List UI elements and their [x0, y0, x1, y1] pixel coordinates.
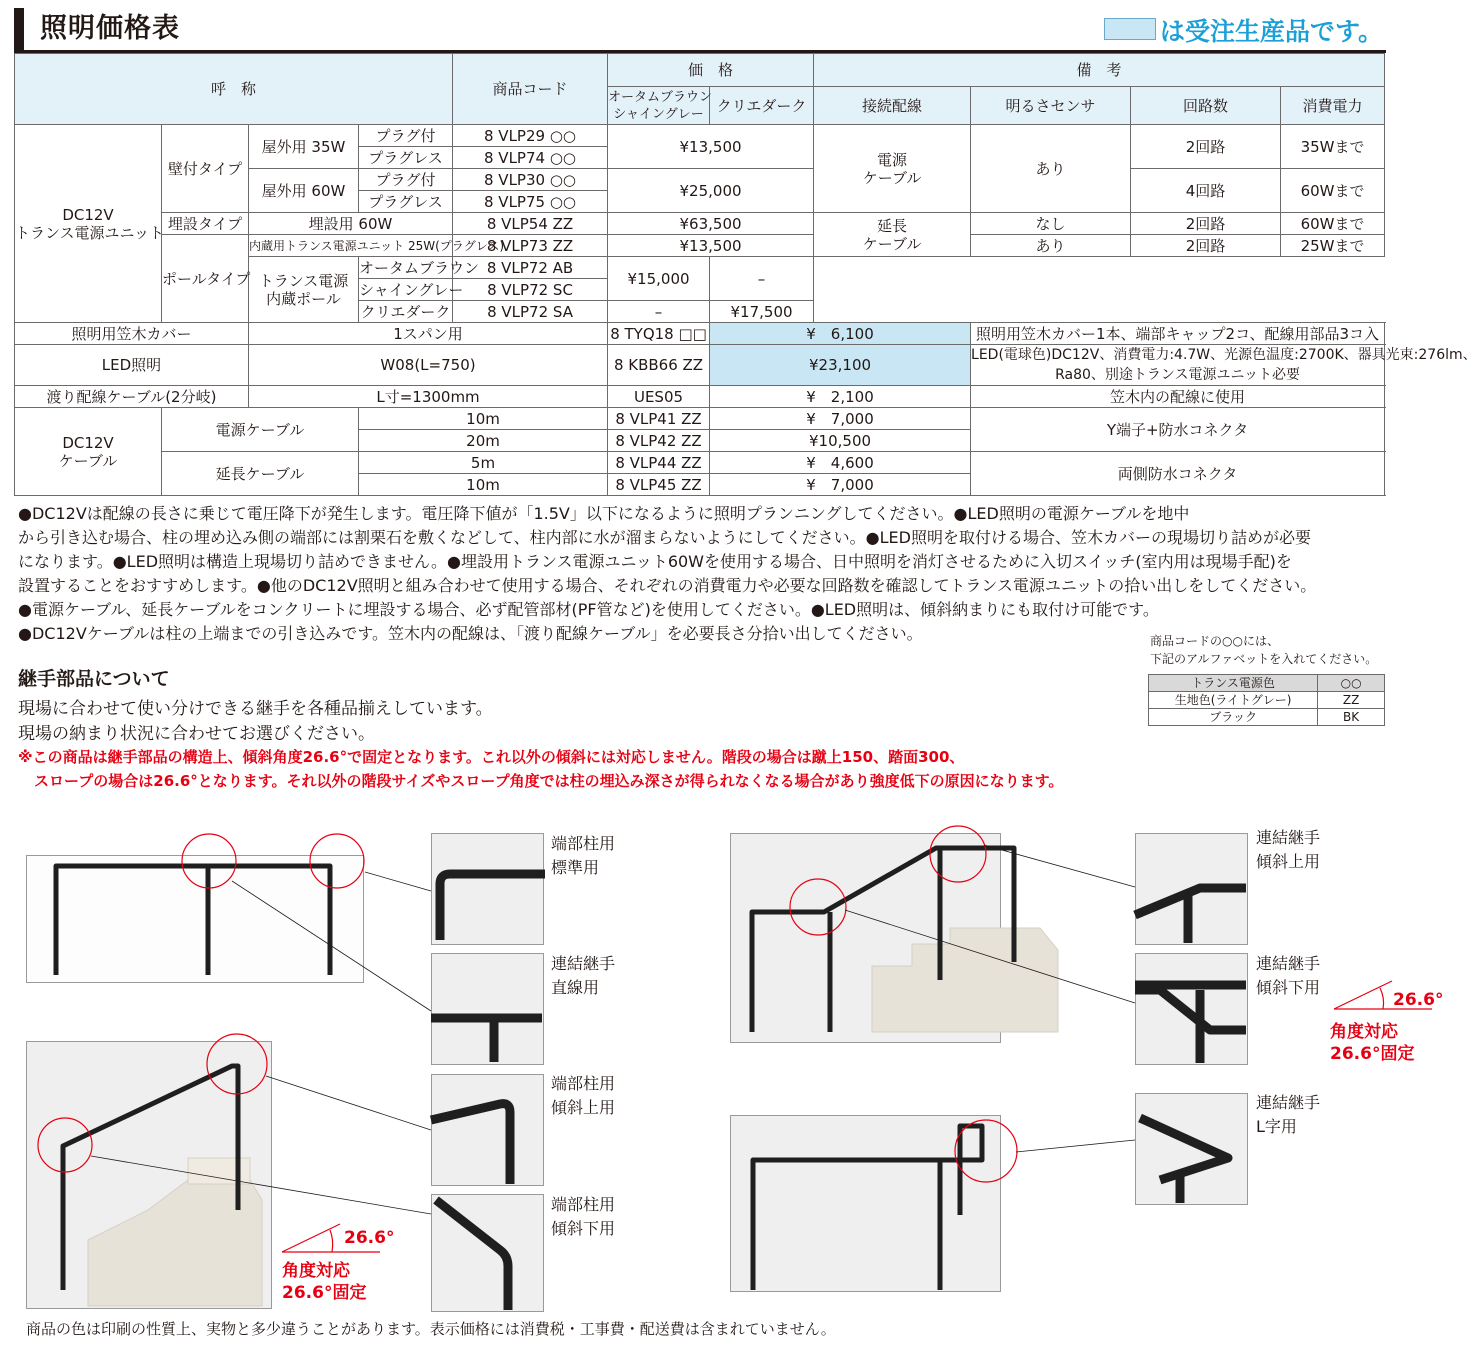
label-end-up-l1: 端部柱用: [551, 1074, 616, 1093]
pole-sub-l2: 内蔵ポール: [266, 289, 341, 308]
dc12v-unit-l2: トランス電源ユニット: [15, 223, 164, 242]
label-end-down-l2: 傾斜下用: [551, 1219, 616, 1238]
label-joint-up-l2: 傾斜上用: [1256, 852, 1321, 871]
label-end-down-l1: 端部柱用: [551, 1195, 616, 1214]
code-7: 8 VLP72 AB: [453, 257, 608, 279]
color-head-1: ○○: [1318, 675, 1385, 692]
cable-len-2: 20m: [359, 430, 608, 452]
builtin: 内蔵用トランス電源ユニット 25W(プラグレス): [249, 235, 453, 257]
label-end-std: [551, 832, 615, 880]
sensor-yes: あり: [971, 125, 1131, 213]
label-end-down: [551, 1193, 615, 1241]
circuits-2b: 2回路: [1131, 213, 1281, 235]
price-54: ¥63,500: [608, 213, 814, 235]
label-end-std-l2: 標準用: [551, 858, 600, 877]
buried60: 埋設用 60W: [249, 213, 453, 235]
head-circuits: 回路数: [1131, 87, 1281, 125]
label-joint-down: [1256, 952, 1320, 1000]
head-code: 商品コード: [453, 54, 608, 125]
angle-label-left-l2: 26.6°固定: [282, 1283, 367, 1303]
label-joint-down-l2: 傾斜下用: [1256, 978, 1321, 997]
head-name: 呼 称: [15, 54, 453, 125]
color-row-1-code: BK: [1318, 709, 1385, 726]
code-note-l2: 下記のアルファベットを入れてください。: [1150, 652, 1378, 666]
sensor-yes2: あり: [971, 235, 1131, 257]
price-pole-na2: –: [608, 301, 710, 323]
outdoor35: 屋外用 35W: [249, 125, 359, 169]
wiring-power-l2: ケーブル: [862, 168, 922, 187]
sensor-no: なし: [971, 213, 1131, 235]
color-row-0-code: ZZ: [1318, 692, 1385, 709]
color-row-0-name: 生地色(ライトグレー): [1149, 692, 1318, 709]
angle-deg-right: 26.6°: [1393, 990, 1444, 1010]
power-25: 25Wまで: [1281, 235, 1385, 257]
plugless-1: プラグレス: [359, 147, 453, 169]
led-price: ¥23,100: [710, 345, 971, 386]
note-line: から引き込む場合、柱の埋め込み側の端部には割栗石を敷くなどして、柱内部に水が溜まらないようにしてください。●LED照明を取付ける場合、笠木カバーの現場切り詰めが必要: [18, 528, 1311, 547]
plugless-2: プラグレス: [359, 191, 453, 213]
code-3: 8 VLP30 ○○: [453, 169, 608, 191]
watari-spec: L寸=1300mm: [249, 386, 608, 408]
cable-len-4: 10m: [359, 474, 608, 496]
watari-code: UES05: [608, 386, 710, 408]
circuits-4: 4回路: [1131, 169, 1281, 213]
cable-remark-ext: 両側防水コネクタ: [971, 452, 1385, 496]
note-line: ●DC12Vは配線の長さに乗じて電圧降下が発生します。電圧降下値が「1.5V」以下になるように照明プランニングしてください。●LED照明の電源ケーブルを地中: [18, 504, 1190, 523]
price-pole-clear: ¥17,500: [710, 301, 814, 323]
label-joint-straight-l1: 連結継手: [551, 954, 616, 973]
outdoor60: 屋外用 60W: [249, 169, 359, 213]
circuits-2c: 2回路: [1131, 235, 1281, 257]
legend-text: は受注生産品です。: [1160, 17, 1384, 46]
head-price-col1-l1: オータムブラウン: [608, 89, 713, 105]
angle-label-right: [1330, 1021, 1414, 1065]
label-end-up: [551, 1072, 615, 1120]
plug-2: プラグ付: [359, 169, 453, 191]
wiring-power-l1: 電源: [877, 150, 908, 169]
cable-name-l1: DC12V: [62, 433, 114, 452]
label-joint-up: [1256, 826, 1320, 874]
highlight-circles: [38, 826, 1017, 1182]
note-line: になります。●LED照明は構造上現場切り詰めできません。●埋設用トランス電源ユニット60Wを使用する場合、日中照明を消灯させるために入切スイッチ(室内用は現場手配)を: [18, 552, 1292, 571]
code-1: 8 VLP29 ○○: [453, 125, 608, 147]
cable-ext: 延長ケーブル: [162, 452, 359, 496]
joint-p1: 現場に合わせて使い分けできる継手を各種品揃えしています。: [18, 699, 493, 719]
cable-code-4: 8 VLP45 ZZ: [608, 474, 710, 496]
color-row-1-name: ブラック: [1149, 709, 1318, 726]
pole-sub-l1: トランス電源: [258, 271, 349, 290]
cable-price-1: ¥ 7,000: [710, 408, 971, 430]
led-name: LED照明: [15, 345, 249, 386]
label-joint-up-l1: 連結継手: [1256, 828, 1321, 847]
cable-remark-power: Y端子+防水コネクタ: [971, 408, 1385, 452]
pole-type: ポールタイプ: [162, 235, 249, 323]
wiring-ext-l2: ケーブル: [862, 234, 922, 253]
led-remark-l2: Ra80、別途トランス電源ユニット必要: [1055, 367, 1300, 383]
head-power: 消費電力: [1281, 87, 1385, 125]
cover-spec: 1スパン用: [249, 323, 608, 345]
label-joint-down-l1: 連結継手: [1256, 954, 1321, 973]
cable-price-2: ¥10,500: [710, 430, 971, 452]
head-wiring: 接続配線: [814, 87, 971, 125]
angle-label-right-l1: 角度対応: [1330, 1022, 1398, 1042]
code-5: 8 VLP54 ZZ: [453, 213, 608, 235]
code-8: 8 VLP72 SC: [453, 279, 608, 301]
led-spec: W08(L=750): [249, 345, 608, 386]
joint-p2: 現場の納まり状況に合わせてお選びください。: [18, 724, 375, 744]
pole-shine: シャイングレー: [359, 280, 464, 299]
label-end-up-l2: 傾斜上用: [551, 1098, 616, 1117]
wiring-ext-l1: 延長: [877, 216, 908, 235]
angle-label-left-l1: 角度対応: [282, 1261, 350, 1281]
watari-price: ¥ 2,100: [710, 386, 971, 408]
label-joint-straight: [551, 952, 615, 1000]
warning-2: スロープの場合は26.6°となります。それ以外の階段サイズやスロープ角度では柱の埋込み深さが得られなくなる場合があり強度低下の原因になります。: [34, 772, 1064, 790]
label-joint-l: [1256, 1091, 1320, 1139]
cable-len-3: 5m: [359, 452, 608, 474]
warning-1: ※この商品は継手部品の構造上、傾斜角度26.6°で固定となります。これ以外の傾斜には対応しません。階段の場合は蹴上150、踏面300、: [18, 748, 965, 766]
note-line: ●電源ケーブル、延長ケーブルをコンクリートに埋設する場合、必ず配管部材(PF管など)を使用してください。●LED照明は、傾斜納まりにも取付け可能です。: [18, 600, 1159, 619]
price-60: ¥25,000: [608, 169, 814, 213]
pole-clear: クリエダーク: [359, 301, 453, 323]
cover-remark: 照明用笠木カバー1本、端部キャップ2コ、配線用部品3コ入: [971, 323, 1385, 345]
price-73: ¥13,500: [608, 235, 814, 257]
stairs-right: [872, 928, 1058, 1032]
dc12v-unit-l1: DC12V: [62, 205, 114, 224]
head-price-col2: クリエダーク: [710, 87, 814, 125]
code-6: 8 VLP73 ZZ: [453, 235, 608, 257]
label-joint-l-l1: 連結継手: [1256, 1093, 1321, 1112]
note-line: ●DC12Vケーブルは柱の上端までの引き込みです。笠木内の配線は、「渡り配線ケーブル」を必要長さ分拾い出してください。: [18, 624, 923, 643]
power-35: 35Wまで: [1281, 125, 1385, 169]
power-60a: 60Wまで: [1281, 169, 1385, 213]
cable-code-1: 8 VLP41 ZZ: [608, 408, 710, 430]
angle-label-left: [282, 1260, 366, 1304]
plug-1: プラグ付: [359, 125, 453, 147]
watari-name: 渡り配線ケーブル(2分岐): [15, 386, 249, 408]
label-end-std-l1: 端部柱用: [551, 834, 616, 853]
price-35: ¥13,500: [608, 125, 814, 169]
led-remark-l1: LED(電球色)DC12V、消費電力:4.7W、光源色温度:2700K、器具光束:276lm、: [971, 347, 1477, 363]
code-9: 8 VLP72 SA: [453, 301, 608, 323]
code-note-l1: 商品コードの○○には、: [1150, 634, 1279, 648]
angle-label-right-l2: 26.6°固定: [1330, 1044, 1415, 1064]
footer-note: 商品の色は印刷の性質上、実物と多少違うことがあります。表示価格には消費税・工事費・配送費は含まれていません。: [26, 1320, 836, 1338]
led-code: 8 KBB66 ZZ: [608, 345, 710, 386]
head-remarks: 備 考: [814, 54, 1385, 87]
page-title: 照明価格表: [40, 13, 180, 44]
head-sensor: 明るさセンサ: [971, 87, 1131, 125]
cable-price-3: ¥ 4,600: [710, 452, 971, 474]
watari-remark: 笠木内の配線に使用: [971, 386, 1385, 408]
joint-heading: 継手部品について: [18, 668, 170, 690]
code-2: 8 VLP74 ○○: [453, 147, 608, 169]
buried-type: 埋設タイプ: [162, 213, 249, 235]
price-pole: ¥15,000: [608, 257, 710, 301]
cover-name: 照明用笠木カバー: [15, 323, 249, 345]
cable-code-2: 8 VLP42 ZZ: [608, 430, 710, 452]
cable-len-1: 10m: [359, 408, 608, 430]
head-price: 価 格: [608, 54, 814, 87]
price-pole-na: –: [710, 257, 814, 301]
head-price-col1-l2: シャイングレー: [613, 106, 704, 122]
cover-code: 8 TYQ18 □□: [608, 323, 710, 345]
wall-type: 壁付タイプ: [162, 125, 249, 213]
angle-deg-left: 26.6°: [344, 1228, 395, 1248]
cable-price-4: ¥ 7,000: [710, 474, 971, 496]
circuits-2a: 2回路: [1131, 125, 1281, 169]
power-60b: 60Wまで: [1281, 213, 1385, 235]
cable-power: 電源ケーブル: [162, 408, 359, 452]
note-line: 設置することをおすすめします。●他のDC12V照明と組み合わせて使用する場合、それぞれの消費電力や必要な回路数を確認してトランス電源ユニットの拾い出しをしてください。: [18, 576, 1317, 595]
color-head-0: トランス電源色: [1149, 675, 1318, 692]
pole-autumn: オータムブラウン: [359, 258, 480, 277]
label-joint-straight-l2: 直線用: [551, 978, 600, 997]
cable-code-3: 8 VLP44 ZZ: [608, 452, 710, 474]
label-joint-l-l2: L字用: [1256, 1117, 1297, 1136]
cover-price: ¥ 6,100: [710, 323, 971, 345]
code-4: 8 VLP75 ○○: [453, 191, 608, 213]
cable-name-l2: ケーブル: [58, 451, 118, 470]
